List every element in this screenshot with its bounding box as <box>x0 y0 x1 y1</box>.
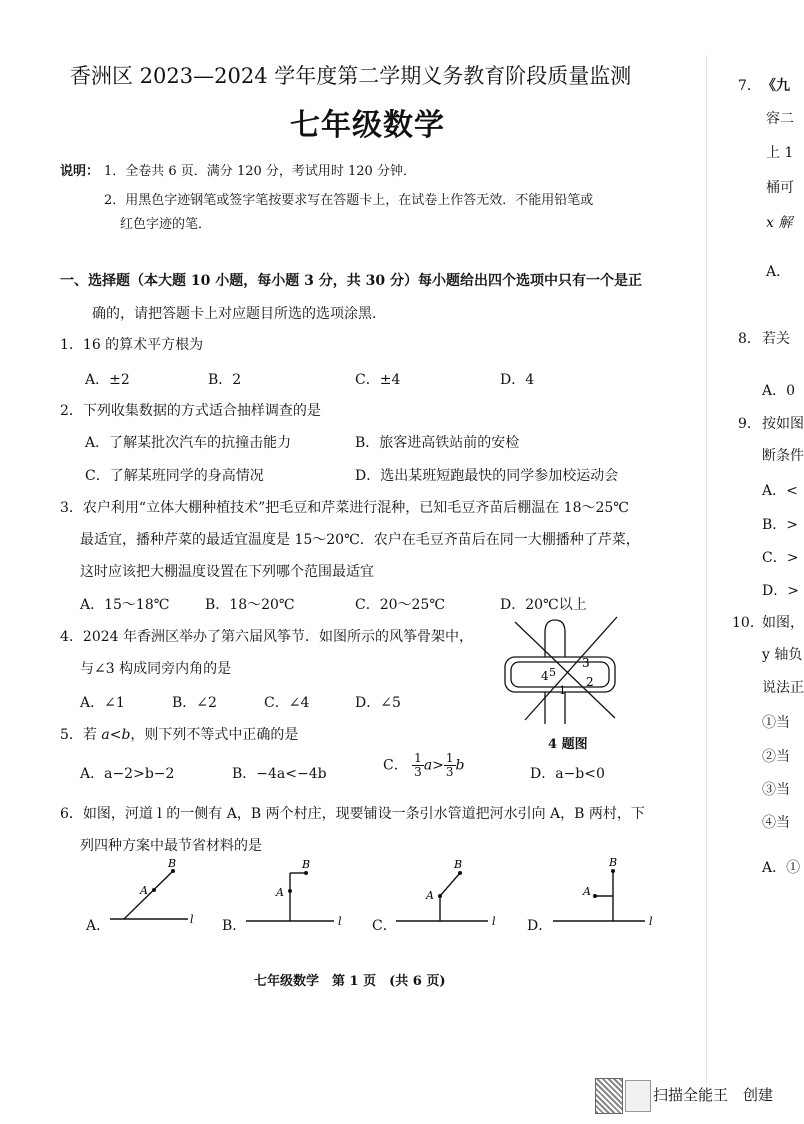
q10-line-2: y 轴负 <box>762 647 803 663</box>
q9-text: 按如图 <box>762 416 804 432</box>
q1-stem: 1．16 的算术平方根为 <box>60 337 204 353</box>
q6c-pipe-diagonal <box>440 873 460 896</box>
q2-option-b: B．旅客进高铁站前的安检 <box>355 435 520 451</box>
q9-option-b: B．> <box>762 517 799 533</box>
q6c-line-l: l <box>492 915 496 928</box>
q5-stem <box>60 724 298 744</box>
q5-less-than: < <box>109 727 122 743</box>
q5-c-frac-2 <box>444 752 456 779</box>
q6c-point-b: B <box>454 858 463 871</box>
q3-line-1: 3．农户利用“立体大棚种植技术”把毛豆和芹菜进行混种，已知毛豆齐苗后棚温在 18～25℃ <box>60 500 629 516</box>
instructions-line-1: 1．全卷共 6 页．满分 120 分，考试用时 120 分钟． <box>104 164 416 179</box>
q6b-line-l: l <box>338 915 342 928</box>
q10-item-4: ④当 <box>762 815 790 831</box>
q5-var-a: a <box>101 727 110 743</box>
q10-option-a: A．① <box>762 860 801 876</box>
q7-option-a: A． <box>766 264 791 280</box>
kite-top-bar <box>545 620 565 657</box>
q6-figure-d <box>553 856 663 931</box>
q9-option-c: C．> <box>762 550 799 566</box>
q5-stem-prefix: 5．若 <box>60 727 102 743</box>
q6-option-a-label: A． <box>86 918 111 934</box>
q1-option-c: C．±4 <box>355 372 401 388</box>
angle-label-5: 5 <box>549 666 556 679</box>
angle-label-2: 2 <box>586 675 594 689</box>
q4-figure-caption: 4 题图 <box>548 737 588 752</box>
q1-option-a: A．±2 <box>85 372 130 388</box>
q2-option-a: A．了解某批次汽车的抗撞击能力 <box>85 435 292 451</box>
q5-c-label: C． <box>383 757 408 774</box>
subject-title: 七年级数学 <box>290 108 445 143</box>
section-heading: 一、选择题（本大题 10 小题，每小题 3 分，共 30 分）每小题给出四个选项中只有一个是正 <box>60 273 642 289</box>
q1-option-d: D．4 <box>500 372 535 388</box>
q6d-line-l: l <box>649 915 653 928</box>
q6a-pipe <box>124 871 173 919</box>
q6-option-d-label: D． <box>527 918 553 934</box>
q8-option-a: A．0 <box>762 383 796 399</box>
q2-stem: 2．下列收集数据的方式适合抽样调查的是 <box>60 403 321 419</box>
q6d-point-b: B <box>609 856 618 869</box>
q6c-point-a: A <box>426 889 434 902</box>
q3-option-d: D．20℃以上 <box>500 597 587 613</box>
q6-figure-b <box>246 856 351 931</box>
q9-option-d: D．> <box>762 583 799 599</box>
q10-item-3: ③当 <box>762 782 790 798</box>
exam-title: 香洲区 2023—2024 学年度第二学期义务教育阶段质量监测 <box>70 64 632 88</box>
kite-diagonal-1 <box>525 617 617 720</box>
q3-line-2: 最适宜，播种芹菜的最适宜温度是 15～20℃．农户在毛豆齐苗后在同一大棚播种了芹菜， <box>80 532 640 548</box>
q5-var-b: b <box>121 727 131 743</box>
q4-line-2: 与∠3 构成同旁内角的是 <box>80 661 232 677</box>
q7-text: 《九 <box>762 78 790 94</box>
instructions-line-2: 2．用黑色字迹钢笔或签字笔按要求写在答题卡上，在试卷上作答无效．不能用铅笔或 <box>104 193 594 208</box>
q5-c-frac-1-num: 1 <box>414 751 422 765</box>
instructions-label: 说明： <box>60 164 100 179</box>
q10-line-3: 说法正 <box>762 680 804 696</box>
q6a-line-l: l <box>190 913 194 926</box>
angle-label-3: 3 <box>582 656 590 670</box>
q6b-point-a: A <box>276 886 284 899</box>
page-footer: 七年级数学 第 1 页 (共 6 页) <box>254 974 446 989</box>
scanner-logo-icon <box>625 1080 651 1112</box>
q7-line-2: 容二 <box>766 111 794 127</box>
column-divider <box>706 55 707 1085</box>
q2-option-d: D．选出某班短跑最快的同学参加校运动会 <box>355 468 619 484</box>
q6-line-1: 6．如图，河道 l 的一侧有 A，B 两个村庄，现要铺设一条引水管道把河水引向 A，B 两村，下 <box>60 806 645 822</box>
q1-option-b: B．2 <box>208 372 242 388</box>
q5-c-frac-1 <box>412 752 424 779</box>
q5-c-end: b <box>455 757 465 774</box>
q5-option-d: D．a−b<0 <box>530 766 605 782</box>
q4-option-b: B．∠2 <box>172 695 217 711</box>
q6a-point-a: A <box>140 884 148 897</box>
q5-option-a: A．a−2>b−2 <box>80 766 175 782</box>
q8-number: 8． <box>738 331 761 347</box>
q7-number: 7． <box>738 78 761 94</box>
q6d-point-a: A <box>583 885 591 898</box>
q6-option-c-label: C． <box>372 918 397 934</box>
q10-item-2: ②当 <box>762 749 790 765</box>
q7-line-5: x 解 <box>766 215 793 231</box>
angle-label-1: 1 <box>559 684 566 697</box>
q10-item-1: ①当 <box>762 715 790 731</box>
angle-label-4: 4 <box>541 669 549 683</box>
q9-line-2: 断条件 <box>762 448 804 464</box>
q4-option-d: D．∠5 <box>355 695 401 711</box>
q3-option-c: C．20～25℃ <box>355 597 446 613</box>
q5-option-c <box>383 752 465 779</box>
q4-option-c: C．∠4 <box>264 695 310 711</box>
q5-c-frac-1-den: 3 <box>414 765 422 779</box>
q4-option-a: A．∠1 <box>80 695 125 711</box>
q3-line-3: 这时应该把大棚温度设置在下列哪个范围最适宜 <box>80 564 374 580</box>
q3-option-b: B．18～20℃ <box>205 597 295 613</box>
q7-line-4: 桶可 <box>766 180 794 196</box>
q5-c-frac-2-den: 3 <box>445 765 454 779</box>
scanner-watermark: 扫描全能王 创建 <box>653 1086 774 1104</box>
section-heading-cont: 确的，请把答题卡上对应题目所选的选项涂黑． <box>92 306 386 322</box>
scanner-qr-icon <box>595 1078 623 1114</box>
q3-option-a: A．15～18℃ <box>80 597 170 613</box>
q6-figure-c <box>396 856 501 931</box>
q10-text: 如图， <box>762 615 804 631</box>
q10-number: 10． <box>732 615 764 631</box>
q5-option-b: B．−4a<−4b <box>232 766 327 782</box>
q5-c-mid: a> <box>423 757 444 774</box>
kite-frame-figure <box>495 612 635 727</box>
instructions-line-3: 红色字迹的笔． <box>120 217 212 232</box>
q4-line-1: 4．2024 年香洲区举办了第六届风筝节．如图所示的风筝骨架中， <box>60 629 473 645</box>
q6a-point-b: B <box>168 857 177 870</box>
q2-option-c: C．了解某班同学的身高情况 <box>85 468 264 484</box>
q6-line-2: 列四种方案中最节省材料的是 <box>80 838 262 854</box>
q5-c-frac-2-num: 1 <box>445 751 454 765</box>
q9-option-a: A．< <box>762 483 798 499</box>
q9-number: 9． <box>738 416 761 432</box>
q5-stem-suffix: ，则下列不等式中正确的是 <box>130 727 299 743</box>
q8-text: 若关 <box>762 331 790 347</box>
q6b-point-b: B <box>302 858 311 871</box>
q6-figure-a <box>110 856 205 931</box>
q7-line-3: 上 1 <box>766 145 794 161</box>
q6-option-b-label: B． <box>222 918 247 934</box>
